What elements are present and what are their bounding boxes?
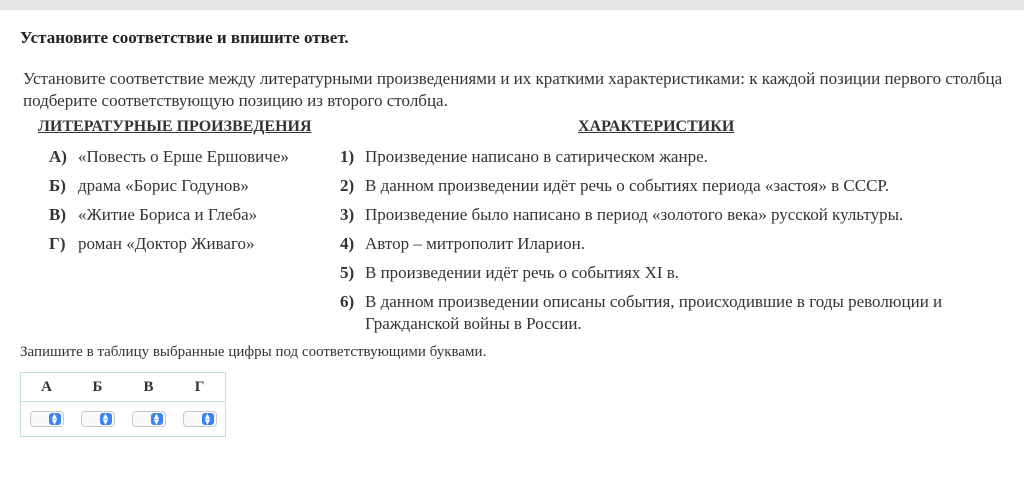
characteristic-text: В данном произведении описаны события, происходившие в годы революции и Гражданской войны в России. <box>365 292 943 333</box>
characteristic-text: Автор – митрополит Иларион. <box>365 234 585 253</box>
work-letter: В) <box>49 205 66 224</box>
answer-header-b: Б <box>72 373 123 402</box>
characteristic-item <box>340 146 980 168</box>
characteristic-item <box>340 204 980 226</box>
characteristic-item <box>340 291 980 335</box>
characteristic-item <box>340 262 980 284</box>
select-stepper-icon: ▲ ▼ <box>151 413 163 425</box>
select-stepper-icon: ▲ ▼ <box>49 413 61 425</box>
work-item <box>49 175 289 204</box>
work-item <box>49 146 289 175</box>
characteristic-number: 4) <box>340 234 355 253</box>
characteristic-text: Произведение было написано в период «золотого века» русской культуры. <box>365 205 904 224</box>
answer-cell-v <box>123 402 174 437</box>
work-text: роман «Доктор Живаго» <box>78 234 255 253</box>
characteristic-number: 5) <box>340 263 355 282</box>
work-letter: Б) <box>49 176 66 195</box>
answer-cell-b <box>72 402 123 437</box>
characteristic-number: 6) <box>340 292 355 311</box>
top-bar <box>0 0 1024 10</box>
characteristics-list <box>340 146 980 342</box>
answer-header-a: А <box>21 373 73 402</box>
answer-select-b[interactable] <box>81 411 115 427</box>
task-header: Установите соответствие и впишите ответ. <box>20 28 349 47</box>
answer-header-v: В <box>123 373 174 402</box>
characteristic-text: Произведение написано в сатирическом жанре. <box>365 147 708 166</box>
works-list <box>49 146 289 262</box>
characteristic-text: В данном произведении идёт речь о событиях периода «застоя» в СССР. <box>365 176 889 195</box>
answer-header-g: Г <box>174 373 226 402</box>
task-intro: Установите соответствие между литературными произведениями и их краткими характеристиками: к каждой позиции первого столбца подберите соответствующую позицию из второго столбца. <box>23 69 1003 110</box>
work-text: драма «Борис Годунов» <box>78 176 249 195</box>
characteristic-number: 3) <box>340 205 355 224</box>
work-letter: А) <box>49 147 67 166</box>
work-text: «Житие Бориса и Глеба» <box>78 205 258 224</box>
work-letter: Г) <box>49 234 66 253</box>
answer-select-v[interactable] <box>132 411 166 427</box>
right-column-title: ХАРАКТЕРИСТИКИ <box>578 118 735 135</box>
answer-table <box>20 372 226 437</box>
characteristic-number: 1) <box>340 147 355 166</box>
characteristic-text: В произведении идёт речь о событиях XI в. <box>365 263 680 282</box>
characteristic-item <box>340 175 980 197</box>
select-stepper-icon: ▲ ▼ <box>202 413 214 425</box>
characteristic-number: 2) <box>340 176 355 195</box>
left-column-title: ЛИТЕРАТУРНЫЕ ПРОИЗВЕДЕНИЯ <box>38 118 312 135</box>
work-item <box>49 233 289 262</box>
answer-cell-a <box>21 402 73 437</box>
work-text: «Повесть о Ерше Ершовиче» <box>78 147 289 166</box>
answer-cell-g <box>174 402 226 437</box>
answer-select-a[interactable] <box>30 411 64 427</box>
select-stepper-icon: ▲ ▼ <box>100 413 112 425</box>
answer-instruction: Запишите в таблицу выбранные цифры под соответствующими буквами. <box>20 344 487 360</box>
characteristic-item <box>340 233 980 255</box>
answer-select-g[interactable] <box>183 411 217 427</box>
work-item <box>49 204 289 233</box>
